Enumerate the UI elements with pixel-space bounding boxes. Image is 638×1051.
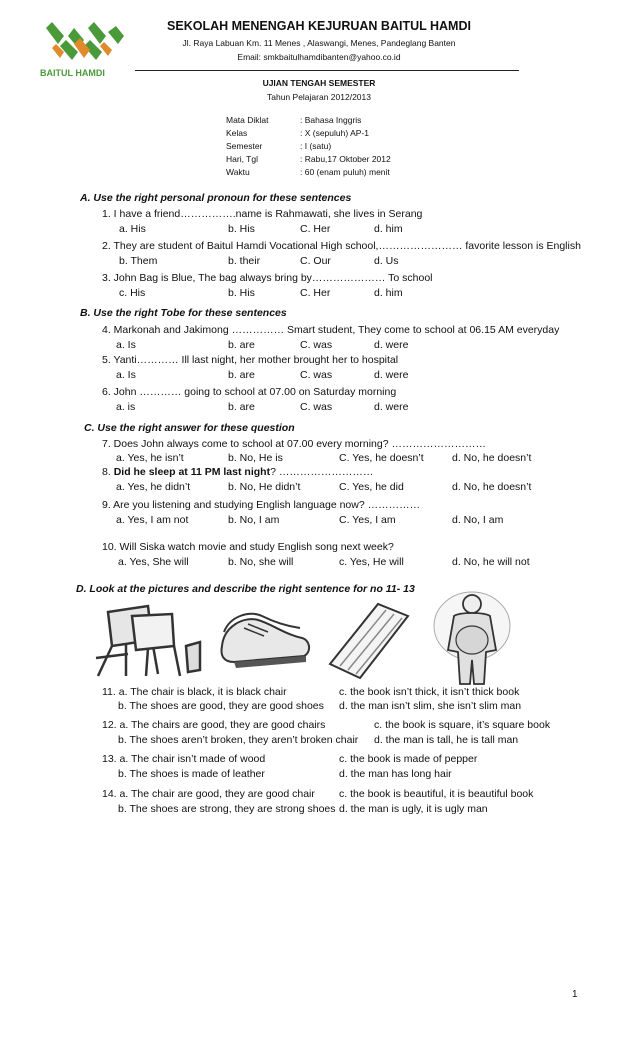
question-5: 5. Yanti………… Ill last night, her mother brought her to hospital	[102, 354, 399, 366]
option-d: d. him	[374, 287, 403, 299]
info-label: Mata Diklat	[226, 115, 269, 125]
exam-year: Tahun Pelajaran 2012/2013	[267, 92, 371, 102]
exam-title: UJIAN TENGAH SEMESTER	[262, 78, 376, 88]
question-8-text: Did he sleep at 11 PM last night	[113, 466, 271, 478]
info-value: : Bahasa Inggris	[300, 115, 362, 125]
chairs-picture	[88, 602, 208, 680]
option-a: a. Yes, he isn’t	[116, 452, 184, 464]
question-11-a: 11. a. The chair is black, it is black chair	[102, 686, 287, 698]
question-1: 1. I have a friend…………….name is Rahmawati, she lives in Serang	[102, 208, 423, 220]
question-7: 7. Does John always come to school at 07.00 every morning? ………………………	[102, 438, 486, 450]
shoes-picture	[214, 606, 314, 672]
option-b: b. No, I am	[228, 514, 280, 526]
option-b: b. No, she will	[228, 556, 294, 568]
school-name: SEKOLAH MENENGAH KEJURUAN BAITUL HAMDI	[167, 19, 471, 33]
option-d: d. No, I am	[452, 514, 504, 526]
question-12-c: c. the book is square, it’s square book	[374, 719, 551, 731]
option-d: d. Us	[374, 255, 399, 267]
option-b: b. His	[228, 223, 255, 235]
man-picture	[426, 590, 518, 688]
option-a: a. Yes, I am not	[116, 514, 189, 526]
question-13-c: c. the book is made of pepper	[339, 753, 478, 765]
question-4: 4. Markonah and Jakimong …………… Smart student, They come to school at 06.15 AM everyday	[102, 324, 560, 336]
option-a: a. Is	[116, 339, 136, 351]
question-8	[102, 466, 373, 479]
option-b: b. No, He didn’t	[228, 481, 301, 493]
question-14-a: 14. a. The chair are good, they are good chair	[102, 788, 315, 800]
section-b-heading: B. Use the right Tobe for these sentences	[80, 307, 287, 319]
option-b: b. are	[228, 339, 255, 351]
option-a: b. Them	[119, 255, 158, 267]
option-c: C. Yes, he doesn’t	[339, 452, 424, 464]
question-8-blank: ? ………………………	[270, 466, 374, 478]
option-c: C. Her	[300, 287, 331, 299]
question-12-a: 12. a. The chairs are good, they are good chairs	[102, 719, 326, 731]
option-d: d. were	[374, 401, 409, 413]
info-label: Hari, Tgl	[226, 154, 258, 164]
option-c: c. Yes, He will	[339, 556, 404, 568]
question-2: 2. They are student of Baitul Hamdi Vocational High school,…………………… favorite lesson is English	[102, 240, 581, 252]
question-8-number: 8.	[102, 466, 114, 478]
header-divider	[135, 70, 519, 71]
question-13-a: 13. a. The chair isn’t made of wood	[102, 753, 266, 765]
option-a: a. Is	[116, 369, 136, 381]
question-11-c: c. the book isn’t thick, it isn’t thick book	[339, 686, 520, 698]
option-b: b. are	[228, 401, 255, 413]
question-13-d: d. the man has long hair	[339, 768, 452, 780]
book-picture	[326, 600, 412, 680]
option-d: d. No, he doesn’t	[452, 452, 532, 464]
question-14-c: c. the book is beautiful, it is beautiful book	[339, 788, 534, 800]
option-a: a. His	[119, 223, 146, 235]
option-c: C. was	[300, 401, 333, 413]
option-d: d. were	[374, 339, 409, 351]
option-d: d. him	[374, 223, 403, 235]
school-email: Email: smkbaitulhamdibanten@yahoo.co.id	[237, 52, 401, 62]
option-c: C. Our	[300, 255, 331, 267]
question-12-b: b. The shoes aren’t broken, they aren’t broken chair	[118, 734, 359, 746]
question-14-d: d. the man is ugly, it is ugly man	[339, 803, 488, 815]
option-c: C. Yes, he did	[339, 481, 404, 493]
question-11-d: d. the man isn’t slim, she isn’t slim man	[339, 700, 522, 712]
question-14-b: b. The shoes are strong, they are strong shoes	[118, 803, 336, 815]
section-a-heading: A. Use the right personal pronoun for these sentences	[80, 192, 352, 204]
option-b: b. His	[228, 287, 255, 299]
option-c: C. Yes, I am	[339, 514, 396, 526]
option-b: b. are	[228, 369, 255, 381]
info-value: : I (satu)	[300, 141, 332, 151]
question-13-b: b. The shoes is made of leather	[118, 768, 265, 780]
option-a: a. Yes, he didn’t	[116, 481, 191, 493]
option-d: d. No, he doesn’t	[452, 481, 532, 493]
option-a: a. Yes, She will	[118, 556, 189, 568]
info-label: Waktu	[226, 167, 250, 177]
page-number: 1	[572, 989, 578, 1000]
question-9: 9. Are you listening and studying English language now? ……………	[102, 499, 421, 511]
section-c-heading: C. Use the right answer for these question	[84, 422, 295, 434]
option-d: d. No, he will not	[452, 556, 530, 568]
option-a: a. is	[116, 401, 136, 413]
option-d: d. were	[374, 369, 409, 381]
option-c: C. Her	[300, 223, 331, 235]
question-12-d: d. the man is tall, he is tall man	[374, 734, 519, 746]
question-11-b: b. The shoes are good, they are good shoes	[118, 700, 324, 712]
info-value: : 60 (enam puluh) menit	[300, 167, 390, 177]
question-3: 3. John Bag is Blue, The bag always bring by………………… To school	[102, 272, 433, 284]
info-value: : X (sepuluh) AP-1	[300, 128, 369, 138]
logo-text: BAITUL HAMDI	[40, 68, 105, 78]
info-value: : Rabu,17 Oktober 2012	[300, 154, 391, 164]
section-d-heading: D. Look at the pictures and describe the right sentence for no 11- 13	[76, 583, 415, 595]
option-c: C. was	[300, 339, 333, 351]
info-label: Semester	[226, 141, 263, 151]
school-address: Jl. Raya Labuan Km. 11 Menes , Alaswangi, Menes, Pandeglang Banten	[182, 38, 456, 48]
info-label: Kelas	[226, 128, 248, 138]
option-a: c. His	[119, 287, 146, 299]
option-b: b. their	[228, 255, 261, 267]
option-c: C. was	[300, 369, 333, 381]
question-6: 6. John ………… going to school at 07.00 on Saturday morning	[102, 386, 397, 398]
question-10: 10. Will Siska watch movie and study English song next week?	[102, 541, 394, 553]
option-b: b. No, He is	[228, 452, 283, 464]
